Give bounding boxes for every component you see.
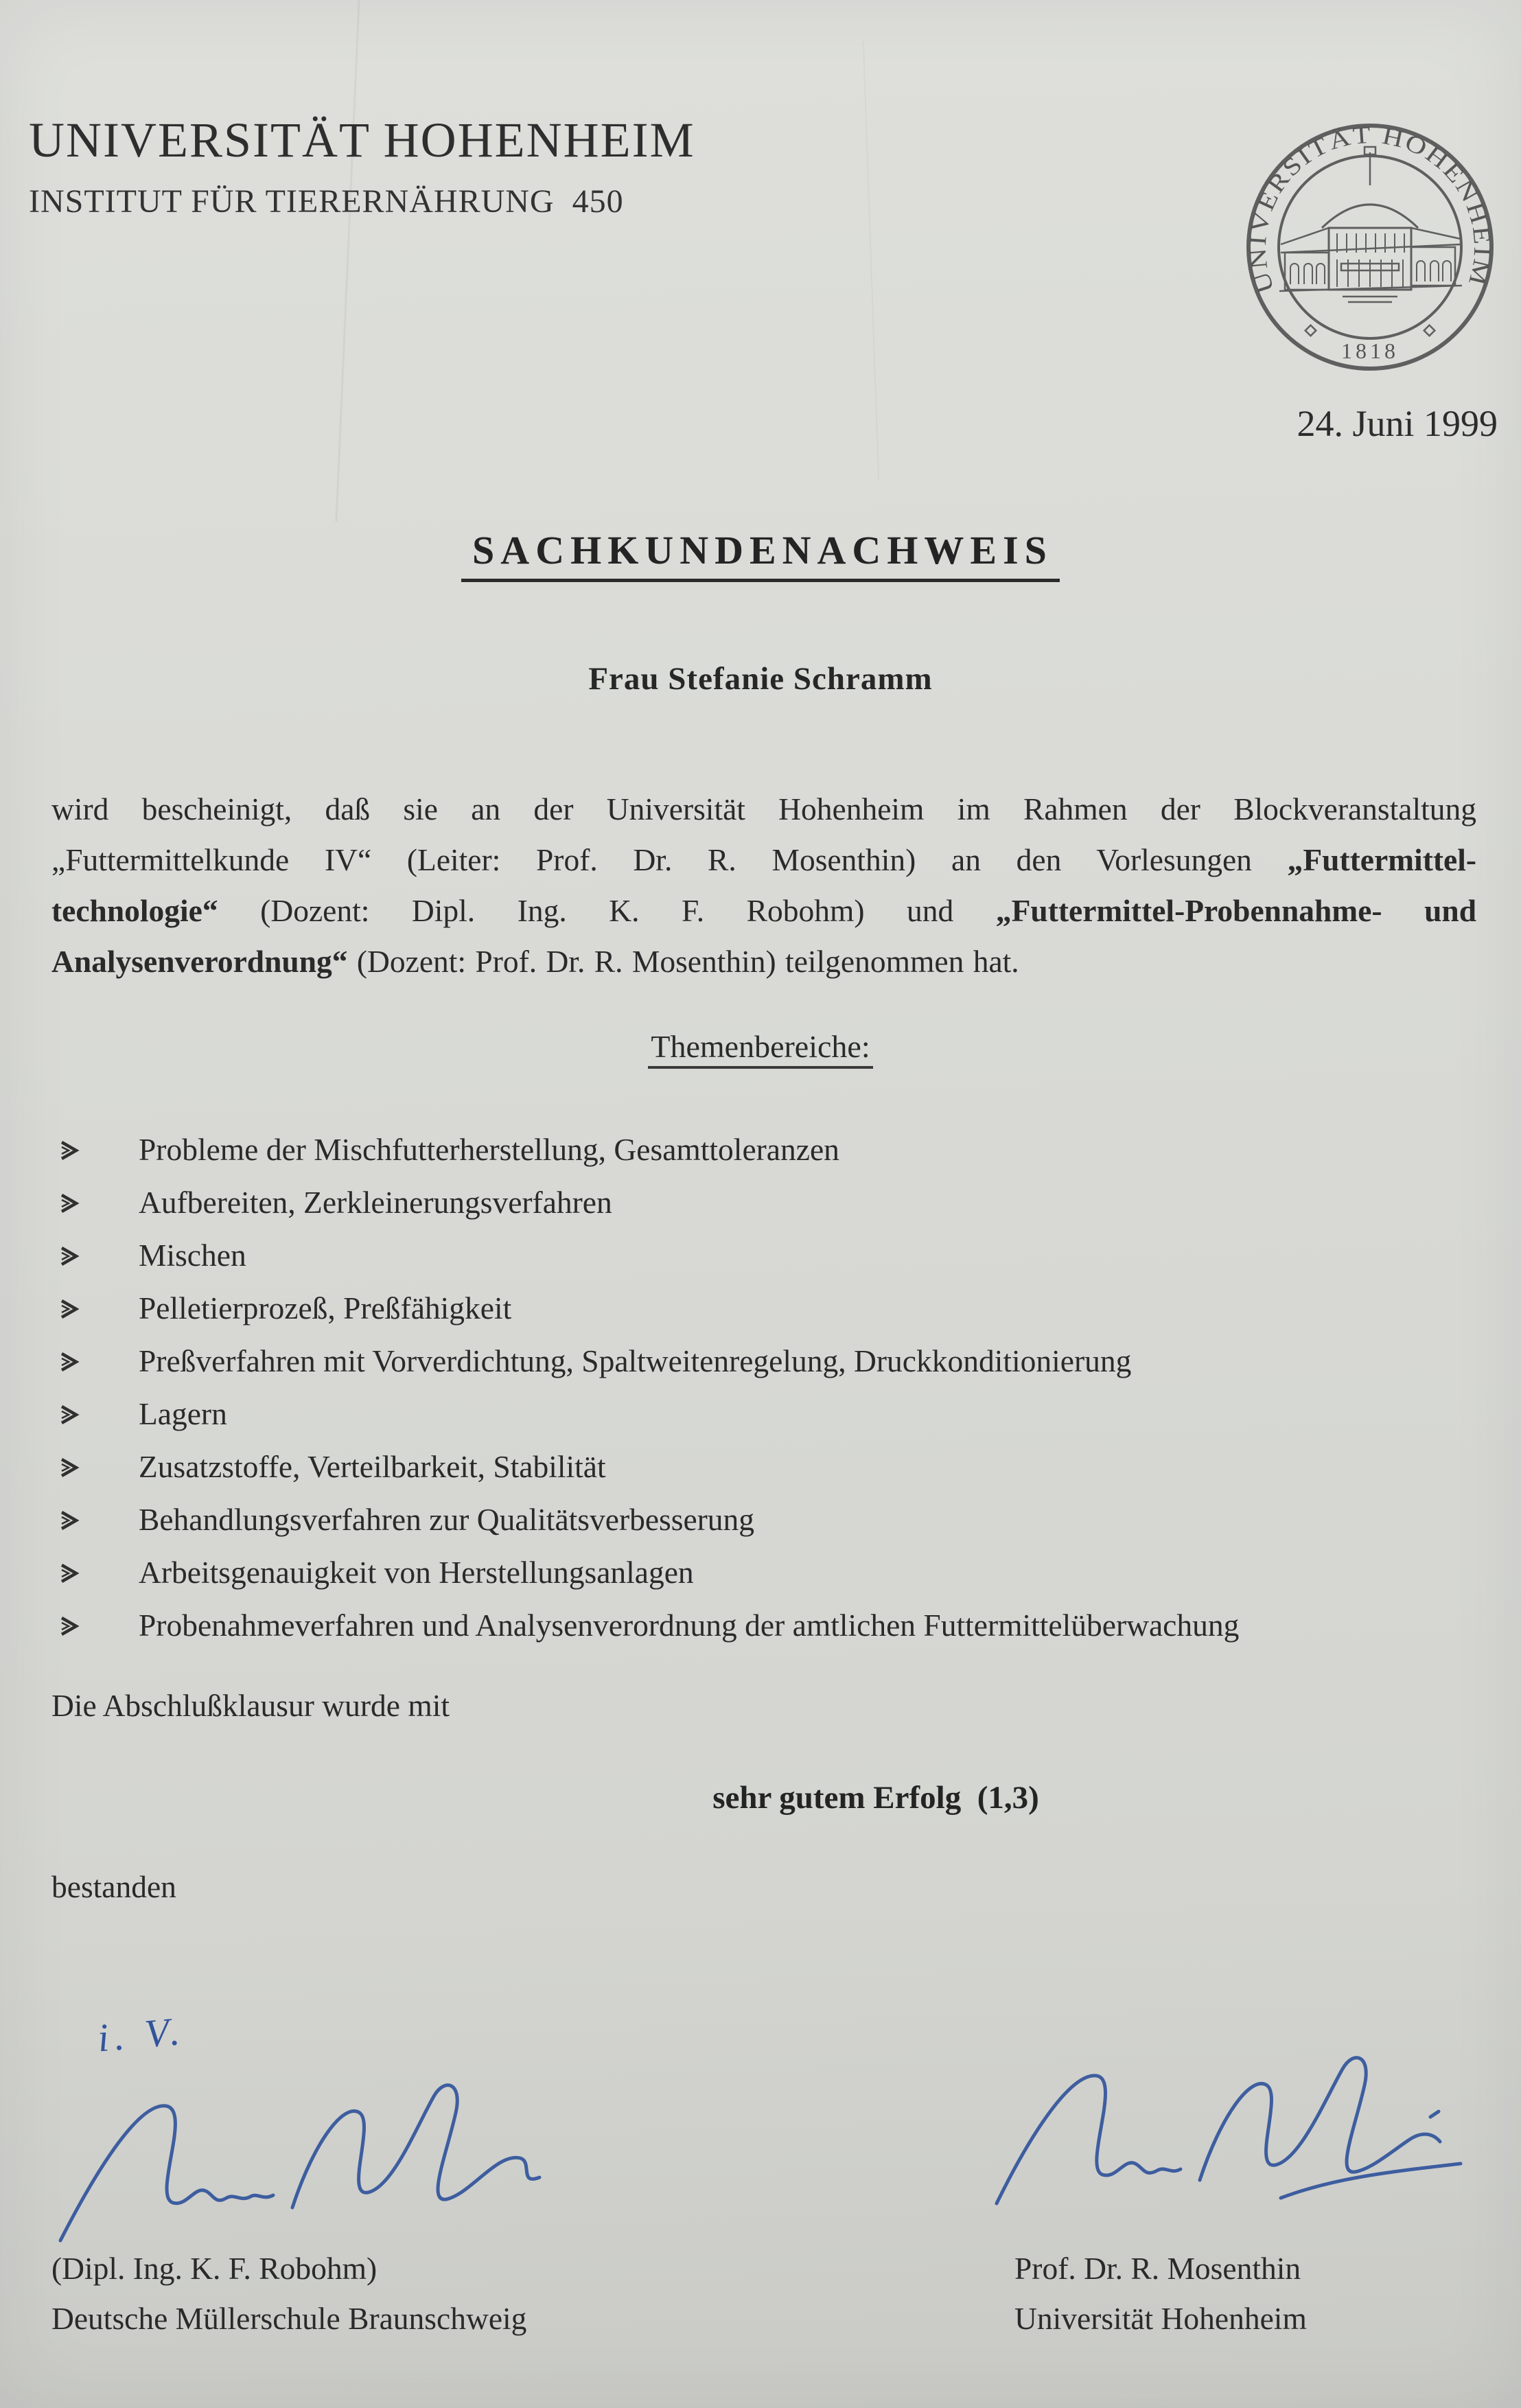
seal-ring-text: UNIVERSITÄT HOHENHEIM [1244,121,1496,297]
topic-item [58,1131,1472,1184]
topic-item [58,1290,1472,1343]
organization-name: UNIVERSITÄT HOHENHEIM [29,113,695,167]
signer-left-name: (Dipl. Ing. K. F. Robohm) [51,2251,378,2286]
signer-right [1014,2243,1307,2343]
closing-intro: Die Abschlußklausur wurde mit [51,1688,450,1723]
topic-label: Pelletierprozeß, Preßfähigkeit [139,1290,512,1325]
institute-name: INSTITUT FÜR TIERERNÄHRUNG 450 [29,183,624,220]
title-row [0,527,1521,582]
arrow-bullet-icon [58,1192,81,1215]
topics-list [58,1131,1472,1660]
arrow-bullet-icon [58,1614,81,1638]
topic-item [58,1501,1472,1554]
topic-item [58,1237,1472,1290]
topic-item [58,1343,1472,1396]
arrow-bullet-icon [58,1456,81,1479]
university-seal-icon [1240,117,1500,378]
topics-heading: Themenbereiche: [648,1028,872,1069]
signature-prefix: i. V. [95,2008,187,2061]
arrow-bullet-icon [58,1139,81,1162]
paper-crease [863,41,879,481]
paragraph-line: wird bescheinigt, daß sie an der Universität Hohenheim im Rahmen der Blockveranstaltung [51,791,1476,826]
paragraph-line: „Futtermittelkunde IV“ (Leiter: Prof. Dr. R. Mosenthin) an den Vorlesungen „Futtermittel- [51,842,1476,877]
recipient-name: Frau Stefanie Schramm [588,661,933,697]
topic-label: Zusatzstoffe, Verteilbarkeit, Stabilität [139,1449,606,1484]
paragraph-line: Analysenverordnung“ (Dozent: Prof. Dr. R. Mosenthin) teilgenommen hat. [51,944,1019,979]
signer-left [51,2243,526,2343]
signer-right-name: Prof. Dr. R. Mosenthin [1014,2251,1301,2286]
signer-right-org: Universität Hohenheim [1014,2301,1307,2336]
topic-label: Probleme der Mischfutterherstellung, Gesamttoleranzen [139,1132,839,1167]
letterhead [29,115,695,218]
arrow-bullet-icon [58,1562,81,1585]
topic-label: Behandlungsverfahren zur Qualitätsverbesserung [139,1502,755,1537]
topic-item [58,1607,1472,1660]
signer-left-org: Deutsche Müllerschule Braunschweig [51,2301,527,2336]
signature-right-icon [986,2036,1477,2234]
arrow-bullet-icon [58,1350,81,1374]
topic-item [58,1448,1472,1501]
topic-label: Preßverfahren mit Vorverdichtung, Spaltweitenregelung, Druckkonditionierung [139,1343,1132,1378]
topic-item [58,1396,1472,1448]
arrow-bullet-icon [58,1297,81,1321]
paragraph-line: technologie“ (Dozent: Dipl. Ing. K. F. Robohm) und „Futtermittel-Probennahme- und [51,893,1477,928]
topic-label: Probenahmeverfahren und Analysenverordnung der amtlichen Futtermittelüberwachung [139,1608,1240,1643]
topics-heading-row [0,1028,1521,1069]
document-title: SACHKUNDENACHWEIS [461,527,1060,582]
paper-crease [335,0,360,521]
arrow-bullet-icon [58,1509,81,1532]
seal-year: 1818 [1341,338,1399,363]
arrow-bullet-icon [58,1403,81,1426]
certification-paragraph [51,784,1476,987]
topic-item [58,1184,1472,1237]
topic-label: Mischen [139,1238,246,1273]
document-date: 24. Juni 1999 [1297,403,1498,444]
signature-left-icon [51,2063,552,2247]
topic-label: Arbeitsgenauigkeit von Herstellungsanlagen [139,1555,694,1590]
topic-label: Lagern [139,1396,227,1431]
topic-item [58,1554,1472,1607]
grade-row [0,1779,1521,1816]
topic-label: Aufbereiten, Zerkleinerungsverfahren [139,1185,612,1220]
exam-grade: sehr gutem Erfolg (1,3) [712,1780,1039,1816]
arrow-bullet-icon [58,1244,81,1268]
closing-outro: bestanden [51,1869,176,1904]
